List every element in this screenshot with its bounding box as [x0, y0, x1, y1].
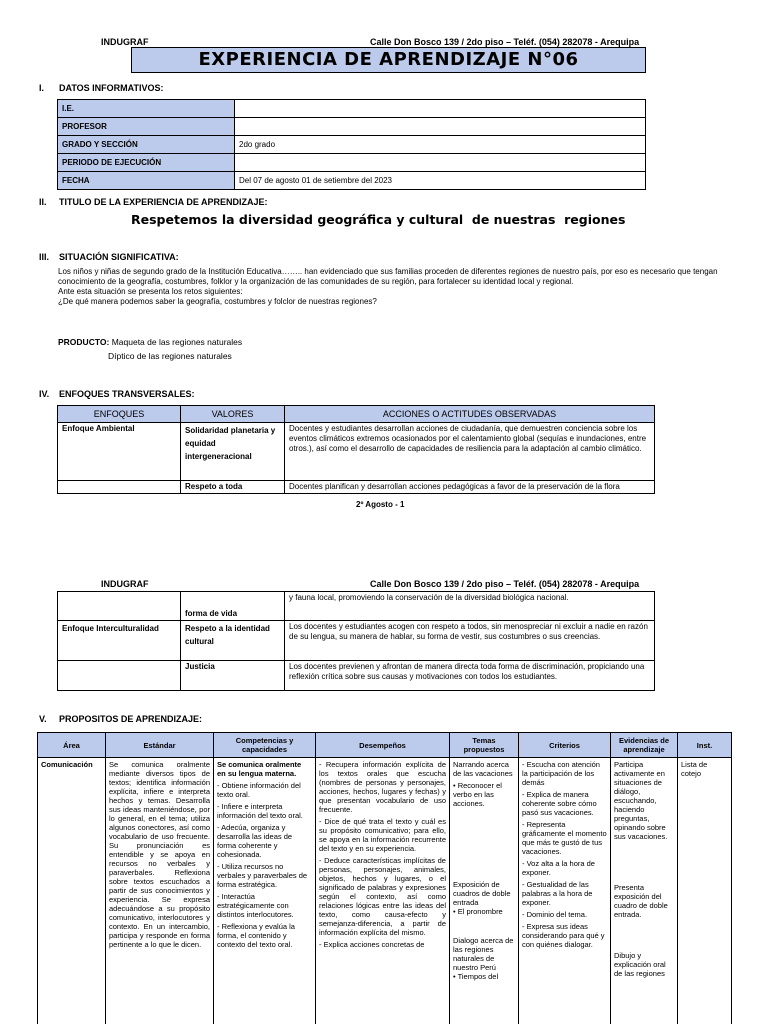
- enfoque-cell: [58, 481, 181, 494]
- accion-cell: Los docentes previenen y afrontan de manera directa toda forma de discriminación, propiciando una reflexión crítica sobre sus causas y motivaciones con todos los estudiantes.: [285, 661, 655, 691]
- capacidad-item: - Obtiene información del texto oral.: [217, 781, 301, 799]
- instrumento-cell: Lista de cotejo: [678, 758, 732, 1024]
- capacidad-item: - Utiliza recursos no verbales y paraverbales de forma estratégica.: [217, 862, 308, 889]
- valores-header: VALORES: [181, 406, 285, 423]
- valor-cell: Respeto a toda: [181, 481, 285, 494]
- col-temas: Temas propuestos: [450, 733, 519, 758]
- enfoques-table-page1: [57, 405, 655, 494]
- section-3-heading: III. SITUACIÓN SIGNIFICATIVA:: [39, 252, 179, 262]
- area-cell: Comunicación: [38, 758, 106, 1024]
- document-title: EXPERIENCIA DE APRENDIZAJE N°06: [131, 47, 646, 73]
- info-value: [235, 118, 646, 136]
- section-4-heading: IV. ENFOQUES TRANSVERSALES:: [39, 389, 195, 399]
- acciones-header: ACCIONES O ACTITUDES OBSERVADAS: [285, 406, 655, 423]
- accion-cell: y fauna local, promoviendo la conservación de la diversidad biológica nacional.: [285, 592, 655, 621]
- section-1-heading: I. DATOS INFORMATIVOS:: [39, 83, 164, 93]
- header-left: INDUGRAF: [101, 579, 149, 589]
- col-estandar: Estándar: [106, 733, 214, 758]
- info-value: 2do grado: [235, 136, 646, 154]
- valor-cell: Justicia: [181, 661, 285, 691]
- temas-cell: [450, 758, 519, 1024]
- criterio-item: - Dominio del tema.: [522, 910, 588, 919]
- info-value: [235, 100, 646, 118]
- info-key: PERIODO DE EJECUCIÓN: [58, 154, 235, 172]
- experience-title: Respetemos la diversidad geográfica y cultural de nuestras regiones: [131, 212, 626, 227]
- estandar-cell: Se comunica oralmente mediante diversos tipos de textos; identifica información explícita, infiere e interpreta hechos y temas. Desarrolla sus ideas manteniéndose, por lo general, en el tema; utiliza algunos conectores, así como vocabulario de uso frecuente. Su pronunciación es entendible y se apoya en recursos no verbales y paraverbales. Reflexiona sobre textos escuchados a partir de sus conocimientos y experiencia. Se expresa adecuándose a su propósito comunicativo, interlocutores y contexto. En un intercambio, participa y responde en forma pertinente a lo que le dicen.: [106, 758, 214, 1024]
- producto-item: Maqueta de las regiones naturales: [111, 337, 243, 347]
- tema-title: Dialogo acerca de las regiones naturales de nuestro Perú: [453, 936, 514, 972]
- header-left: INDUGRAF: [101, 37, 149, 47]
- evidencia-item: Dibujo y explicación oral de las regiones: [614, 951, 666, 978]
- criterio-item: - Gestualidad de las palabras a la hora de exponer.: [522, 880, 593, 907]
- col-area: Área: [38, 733, 106, 758]
- accion-cell: Los docentes y estudiantes acogen con respeto a todos, sin menospreciar ni excluir a nadie en razón de su lengua, su manera de hablar, su forma de vestir, sus costumbres o sus creencias.: [285, 621, 655, 661]
- section-2-heading: II. TITULO DE LA EXPERIENCIA DE APRENDIZAJE:: [39, 197, 268, 207]
- criterios-cell: [519, 758, 611, 1024]
- col-desempenos: Desempeños: [316, 733, 450, 758]
- info-key: PROFESOR: [58, 118, 235, 136]
- col-criterios: Criterios: [519, 733, 611, 758]
- criterio-item: - Voz alta a la hora de exponer.: [522, 859, 595, 877]
- col-evidencias: Evidencias de aprendizaje: [611, 733, 678, 758]
- competencia-title: Se comunica oralmente en su lengua materna.: [217, 760, 302, 778]
- situacion-paragraph: Los niños y niñas de segundo grado de la Institución Educativa…….. han evidenciado que sus familias proceden de diferentes regiones de nuestro país, por eso es necesario que tengan conocimiento de la geografía, costumbres, folklor y la organización de las comunidades de su región, para fortalecer su identidad local y regional.: [58, 267, 718, 286]
- tema-title: Exposición de cuadros de doble entrada: [453, 880, 511, 907]
- tema-bullet: • Reconocer el verbo en las acciones.: [453, 781, 502, 808]
- enfoque-cell: Enfoque Ambiental: [58, 423, 181, 481]
- capacidad-item: - Interactúa estratégicamente con distintos interlocutores.: [217, 892, 294, 919]
- accion-cell: Docentes y estudiantes desarrollan acciones de ciudadanía, que demuestren conciencia sobre los eventos climáticos extremos ocasionados por el calentamiento global (sequías e inundaciones, entre otros.), así como el desarrollo de capacidades de resiliencia para la adaptación al cambio climático.: [285, 423, 655, 481]
- situacion-text: [58, 267, 723, 307]
- info-table: [57, 99, 646, 190]
- criterio-item: - Representa gráficamente el momento que más te gustó de tus vacaciones.: [522, 820, 607, 856]
- competencias-cell: [214, 758, 316, 1024]
- valor-cell: forma de vida: [181, 592, 285, 621]
- producto-label: PRODUCTO:: [58, 337, 110, 347]
- header-right: Calle Don Bosco 139 / 2do piso – Teléf. (054) 282078 - Arequipa: [370, 579, 640, 589]
- info-key: I.E.: [58, 100, 235, 118]
- tema-title: Narrando acerca de las vacaciones: [453, 760, 513, 778]
- enfoque-cell: [58, 592, 181, 621]
- info-value: Del 07 de agosto 01 de setiembre del 2023: [235, 172, 646, 190]
- desempeno-item: - Deduce características implícitas de personas, personajes, animales, objetos, hechos y lugares, o el significado de palabras y expresiones según el contexto, así como relaciones lógicas entre las ideas del texto, como causa-efecto y semejanza-diferencia, a partir de información explícita del mismo.: [319, 856, 446, 937]
- desempeno-item: - Dice de qué trata el texto y cuál es su propósito comunicativo; para ello, se apoya en la información recurrente del texto y en su experiencia.: [319, 817, 446, 853]
- propositos-table: [37, 732, 732, 1024]
- header-right: Calle Don Bosco 139 / 2do piso – Teléf. (054) 282078 - Arequipa: [370, 37, 640, 47]
- situacion-paragraph: ¿De qué manera podemos saber la geografía, costumbres y folclor de nuestras regiones?: [58, 297, 377, 306]
- desempeno-item: - Recupera información explícita de los textos orales que escucha (nombres de personas y personajes, acciones, hechos, lugares y fechas) y que presentan vocabulario de uso frecuente.: [319, 760, 446, 814]
- tema-bullet: • Tiempos del: [453, 972, 499, 981]
- capacidad-item: - Infiere e interpreta información del texto oral.: [217, 802, 303, 820]
- criterio-item: - Expresa sus ideas considerando para qué y con quiénes dialogar.: [522, 922, 605, 949]
- tema-bullet: • El pronombre: [453, 907, 503, 916]
- evidencia-item: Participa activamente en situaciones de diálogo, escuchando, haciendo preguntas, opinando sobre sus vacaciones.: [614, 760, 668, 841]
- valor-cell: Solidaridad planetaria y equidad intergeneracional: [181, 423, 285, 481]
- desempenos-cell: [316, 758, 450, 1024]
- enfoques-header: ENFOQUES: [58, 406, 181, 423]
- accion-cell: Docentes planifican y desarrollan acciones pedagógicas a favor de la preservación de la flora: [285, 481, 655, 494]
- info-key: FECHA: [58, 172, 235, 190]
- valor-cell: Respeto a la identidad cultural: [181, 621, 285, 661]
- enfoques-table-page2: [57, 591, 655, 691]
- enfoque-cell: Enfoque Interculturalidad: [58, 621, 181, 661]
- col-instrumento: Inst.: [678, 733, 732, 758]
- producto-block: [58, 335, 242, 363]
- section-5-heading: V. PROPOSITOS DE APRENDIZAJE:: [39, 714, 203, 724]
- capacidad-item: - Adecúa, organiza y desarrolla las ideas de forma coherente y cohesionada.: [217, 823, 293, 859]
- criterio-item: - Explica de manera coherente sobre cómo pasó sus vacaciones.: [522, 790, 597, 817]
- enfoque-cell: [58, 661, 181, 691]
- page-footer: 2º Agosto - 1: [356, 500, 405, 509]
- info-key: GRADO Y SECCIÓN: [58, 136, 235, 154]
- evidencia-item: Presenta exposición del cuadro de doble entrada.: [614, 883, 668, 919]
- desempeno-item: - Explica acciones concretas de: [319, 940, 425, 949]
- info-value: [235, 154, 646, 172]
- producto-item: Díptico de las regiones naturales: [108, 351, 232, 361]
- col-competencias: Competencias y capacidades: [214, 733, 316, 758]
- criterio-item: - Escucha con atención la participación de los demás: [522, 760, 600, 787]
- situacion-paragraph: Ante esta situación se presenta los retos siguientes:: [58, 287, 243, 296]
- capacidad-item: - Reflexiona y evalúa la forma, el contenido y contexto del texto oral.: [217, 922, 295, 949]
- evidencias-cell: [611, 758, 678, 1024]
